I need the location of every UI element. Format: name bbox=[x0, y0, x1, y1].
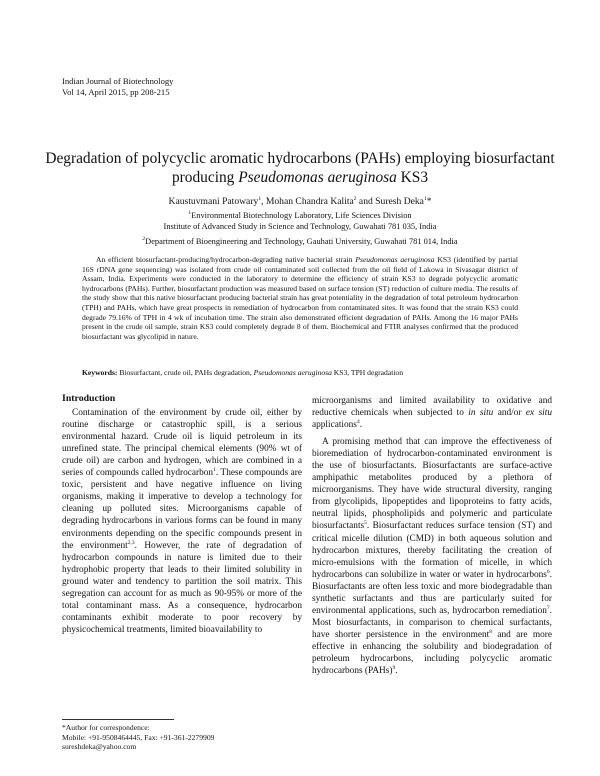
text-run: . Most biosurfactants, in comparison to chemical surfactants, have shorter persistence in the environment bbox=[312, 605, 552, 640]
journal-header bbox=[62, 76, 173, 98]
text-run: . Biosurfactant reduces surface tension (ST) and critical micelle dilution (CMD) in both aqueous solution and hydrocarbon mixtures, thereby facilitating the creation of micro-emulsions with the formation of micelle, in which hydrocarbons can solubilize in water or water in hydrocarbons bbox=[312, 521, 552, 580]
author-1-affil: 1 bbox=[258, 195, 262, 202]
author-1: Kaustuvmani Patowary bbox=[168, 196, 259, 207]
citation-ref: 9 bbox=[392, 664, 396, 671]
intro-paragraph-2 bbox=[312, 436, 552, 677]
abstract-text-1: An efficient biosurfactant-producing/hydrocarbon-degrading native bacterial strain bbox=[96, 255, 356, 264]
text-run: applications bbox=[312, 420, 357, 431]
journal-volume: Vol 14, April 2015, pp 208-215 bbox=[62, 87, 170, 97]
keywords-text-1: Biosurfactant, crude oil, PAHs degradation, bbox=[117, 368, 254, 377]
title-line-2 bbox=[40, 168, 560, 187]
keywords-label: Keywords: bbox=[82, 368, 118, 377]
citation-ref: 2,3 bbox=[127, 539, 135, 546]
affiliation-2 bbox=[40, 237, 560, 248]
affil-2-line-1: Department of Bioengineering and Technology, Gauhati University, Guwahati 781 014, India bbox=[145, 237, 458, 246]
footnote-contact: Mobile: +91-9508464445, Fax: +91-361-2279909 bbox=[62, 732, 215, 742]
abstract-species: Pseudomonas aeruginosa bbox=[355, 255, 435, 264]
citation-ref: 1 bbox=[213, 467, 216, 474]
intro-paragraph-1-cont bbox=[312, 395, 552, 431]
author-3: and Suresh Deka bbox=[356, 196, 424, 207]
citation-ref: 4 bbox=[356, 419, 360, 425]
text-run: A promising method that can improve the effectiveness of bioremediation of hydrocarbon-contaminated environment is the use of biosurfactants. Biosurfactants are surface-active amphipathic metabolites produced by a plethora of microorganisms. They have wide structural diversity, ranging from glycolipids, lipopeptides and lipoproteins to fatty acids, neutral lipids, phospholipids and polymeric and particulate biosurfactants bbox=[312, 437, 552, 532]
title-line-1: Degradation of polycyclic aromatic hydrocarbons (PAHs) employing biosurfactant bbox=[45, 150, 555, 167]
affil-2-marker: 2 bbox=[142, 236, 146, 243]
citation-ref: 7 bbox=[546, 604, 550, 611]
body-column-right bbox=[312, 395, 552, 677]
affiliation-1 bbox=[40, 211, 560, 232]
affil-1-line-1: Environmental Biotechnology Laboratory, Life Sciences Division bbox=[191, 211, 412, 220]
text-run: microorganisms and limited availability to oxidative and reductive chemicals when subjected to bbox=[312, 396, 552, 419]
correspondence-footnote bbox=[62, 723, 214, 752]
keywords-species: Pseudomonas aeruginosa bbox=[253, 368, 332, 377]
citation-ref: 5 bbox=[364, 520, 367, 527]
affil-1-marker: 1 bbox=[188, 210, 192, 217]
title-prefix: producing bbox=[171, 169, 239, 186]
paper-title bbox=[40, 149, 560, 187]
text-run: and/or bbox=[493, 408, 526, 419]
text-run: . Biosurfactants are often less toxic and more biodegradable than synthetic surfactants and thus are particularly suited for environmental applications, such as, hydrocarbon remediation bbox=[312, 569, 552, 616]
in-situ-term: in situ bbox=[468, 408, 494, 419]
author-2: , Mohan Chandra Kalita bbox=[261, 196, 354, 207]
abstract bbox=[82, 255, 518, 341]
keywords bbox=[82, 368, 518, 377]
keywords-text-2: KS3, TPH degradation bbox=[331, 368, 404, 377]
text-run: and are more effective in enhancing the solubility and biodegradation of petroleum hydrocarbons, including polycyclic aromatic hydrocarbons (PAHs) bbox=[312, 629, 552, 677]
text-run: . However, the rate of degradation of hydrocarbon compounds in nature is limited due to their hydrophobic property that leads to their limited solubility in ground water and tendency to partition the soil matrix. This segregation can account for as much as 90-95% or more of the total contaminant mass. As a consequence, hydrocarbon contaminants exhibit moderate to poor recovery by physicochemical treatments, limited bioavailability to bbox=[62, 540, 302, 635]
journal-name: Indian Journal of Biotechnology bbox=[62, 76, 174, 86]
text-run: . These compounds are toxic, persistent and have negative influence on living organisms, making it imperative to develop a technology for cleaning up polluted sites. Microorganisms capable of degrading hydrocarbons in various forms can be found in many environments depending on the specific compounds present in the environment bbox=[62, 468, 302, 551]
author-2-affil: 2 bbox=[353, 195, 357, 202]
text-run: Contamination of the environment by crude oil, either by routine discharge or catastrophic spill, is a serious environmental hazard. Crude oil is liquid petroleum in its unrefined state. The principal chemical elements (90% wt of crude oil) are carbon and hydrogen, which are combined in a series of compounds called hydrocarbon bbox=[62, 408, 302, 479]
footnote-author: *Author for correspondence: bbox=[62, 723, 150, 732]
affil-1-line-2: Institute of Advanced Study in Science and Technology, Guwahati 781 035, India bbox=[163, 221, 437, 231]
body-column-left bbox=[62, 393, 302, 636]
author-list bbox=[40, 196, 560, 207]
text-run: . bbox=[359, 420, 363, 431]
abstract-text-2: KS3 (identified by partial 16S rDNA gene sequencing) was isolated from crude oil contaminated soil collected from the oil field of Lakowa in Sivasagar district of Assam, India. Experiments were conducted in the laboratory to determine the efficiency of strain KS3 to degrade polycyclic aromatic hydrocarbons (PAHs). Further, biosurfactant production was measured based on surface tension (ST) reduction of culture media. The results of the study show that this native biosurfactant producing bacterial strain has great potentiality in the degradation of total petroleum hydrocarbon (TPH) and PAHs, which have great prospects in remediation of hydrocarbon from contaminated sites. It was found that the strain KS3 could degrade 79.16% of TPH in 4 wk of incubation time. The strain also demonstrated efficient degradation of PAHs. Among the 16 major PAHs present in the crude oil sample, strain KS3 could completely degrade 8 of them. Biochemical and FTIR analyses confirmed that the produced biosurfactant was glycolipid in nature. bbox=[82, 255, 519, 341]
text-run: . bbox=[395, 666, 398, 677]
title-suffix: KS3 bbox=[396, 169, 429, 186]
title-species: Pseudomonas aeruginosa bbox=[238, 169, 397, 186]
section-heading: Introduction bbox=[62, 393, 116, 404]
footnote-divider bbox=[62, 719, 174, 720]
ex-situ-term: ex situ bbox=[525, 408, 552, 419]
citation-ref: 6 bbox=[546, 568, 550, 575]
intro-paragraph-1 bbox=[62, 407, 302, 636]
citation-ref: 8 bbox=[489, 628, 492, 635]
corresponding-star: * bbox=[426, 196, 432, 207]
author-3-affil: 1 bbox=[423, 195, 427, 202]
footnote-email[interactable]: sureshdeka@yahoo.com bbox=[62, 742, 137, 752]
